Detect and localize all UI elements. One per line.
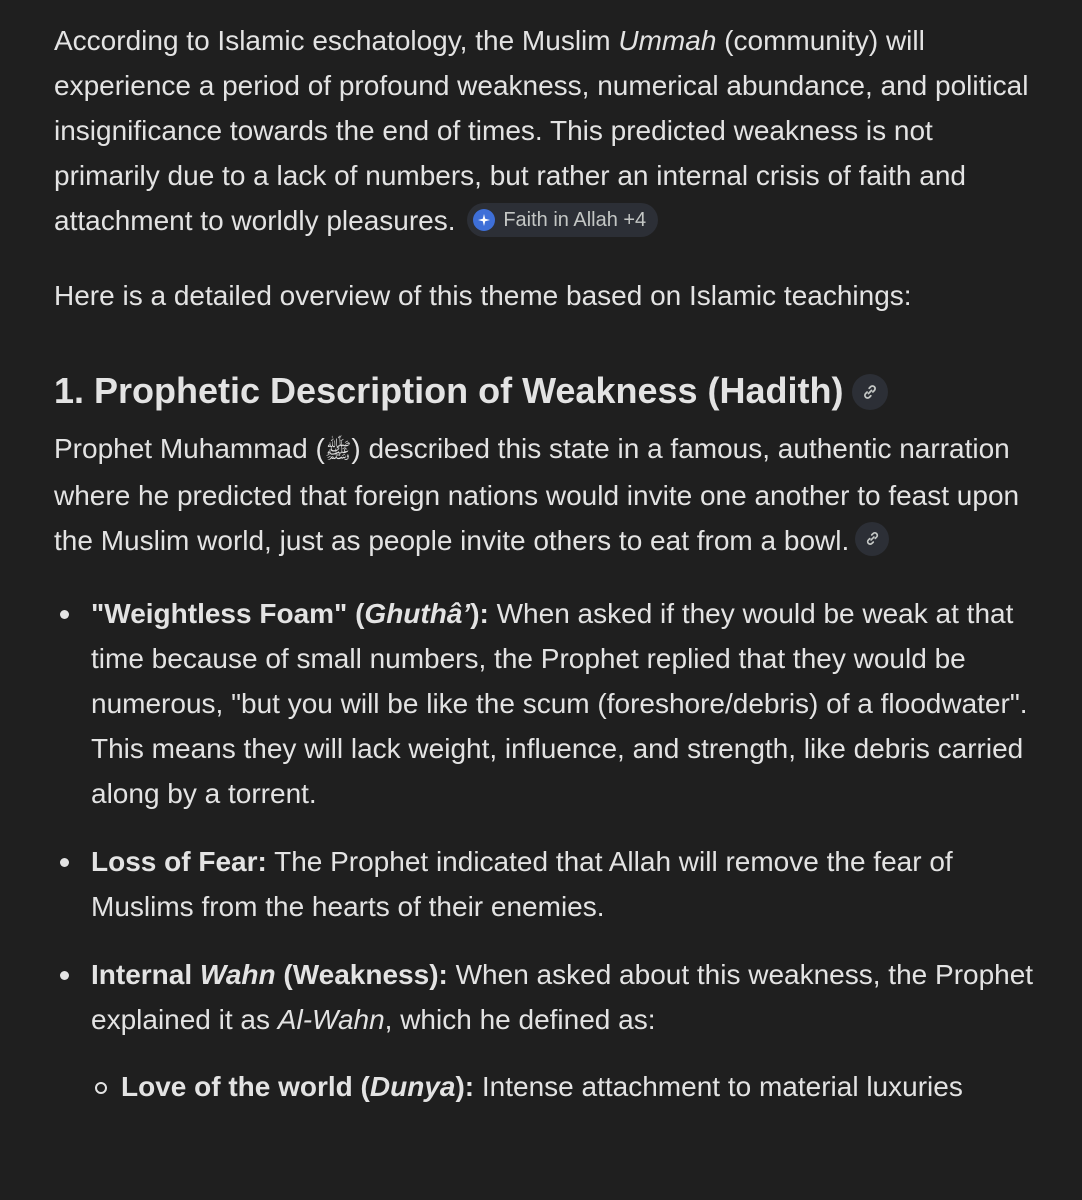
link-icon (861, 383, 879, 401)
section-heading (54, 366, 1044, 416)
link-icon (864, 530, 881, 547)
sparkle-icon (473, 209, 495, 231)
list-item (54, 952, 1044, 1109)
list-item (54, 839, 1044, 929)
sub-bold: Love of the world ( (121, 1071, 370, 1102)
intro-ummah: Ummah (618, 25, 717, 56)
source-chip[interactable] (467, 203, 658, 237)
bullet-italic: Ghuthâ’ (364, 598, 471, 629)
bullet-bold: "Weightless Foam" ( (91, 598, 365, 629)
bullet-italic: Al-Wahn (277, 1004, 385, 1035)
sub-bold: ): (455, 1071, 475, 1102)
sub-list-item (91, 1064, 1044, 1109)
heading-link-button[interactable] (852, 374, 888, 410)
para-end: ) described this state in a famous, authentic narration where he predicted that foreign nations would invite one another to feast upon the Muslim world, just as people invite others to eat from a bowl. (54, 433, 1020, 556)
intro-paragraph (54, 18, 1044, 243)
para-start: Prophet Muhammad ( (54, 433, 325, 464)
bullet-bold: Loss of Fear: (91, 846, 267, 877)
source-chip-label: Faith in Allah +4 (503, 209, 647, 231)
paragraph-link-button[interactable] (855, 522, 889, 556)
section-heading-text: 1. Prophetic Description of Weakness (Hadith) (54, 370, 844, 411)
list-item (54, 591, 1044, 816)
sub-text: Intense attachment to material luxuries (474, 1071, 963, 1102)
bullet-text: The Prophet indicated that Allah will remove the fear of Muslims from the hearts of their enemies. (91, 846, 953, 922)
bullet-bold: ): (470, 598, 489, 629)
response-content (54, 18, 1044, 1132)
bullet-text: , which he defined as: (384, 1004, 656, 1035)
bullet-bold: Internal (91, 959, 200, 990)
intro-text-2: (community) will experience a period of profound weakness, numerical abundance, and political insignificance towards the end of times. This predicted weakness is not primarily due to a lack of numbers, but rather an internal crisis of faith and attachment to worldly pleasures. (54, 25, 1029, 236)
overview-paragraph: Here is a detailed overview of this theme based on Islamic teachings: (54, 280, 912, 311)
bullet-list (54, 591, 1044, 1109)
bullet-text: When asked if they would be weak at that time because of small numbers, the Prophet replied that they would be numerous, "but you will be like the scum (foreshore/debris) of a floodwater". This means they will lack weight, influence, and strength, like debris carried along by a torrent. (91, 598, 1028, 809)
pbuh-glyph: ﷺ (324, 438, 352, 463)
section-paragraph (54, 426, 1044, 563)
sub-list (91, 1064, 1044, 1109)
bullet-bold: (Weakness): (275, 959, 448, 990)
bullet-text: When asked about this weakness, the Prophet explained it as (91, 959, 1034, 1035)
sub-italic: Dunya (369, 1071, 456, 1102)
bullet-italic: Wahn (199, 959, 276, 990)
intro-text-1: According to Islamic eschatology, the Muslim (54, 25, 619, 56)
